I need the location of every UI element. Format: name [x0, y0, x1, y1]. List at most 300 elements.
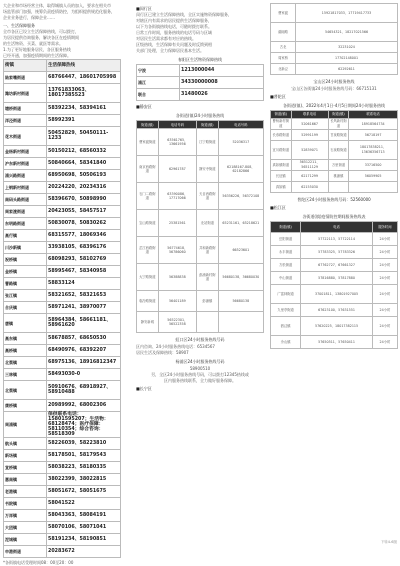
table-cell: 岳阳街道	[271, 233, 301, 246]
table-cell: 56059905	[349, 171, 398, 182]
table-cell: 52036317	[218, 129, 263, 156]
table-cell: 宝山路街道	[137, 210, 159, 237]
table-cell: 湖南路	[271, 23, 296, 42]
putuo-hotline: 普陀区24小时服务热线号码：52560000	[297, 197, 371, 202]
table-cell: 北蔡镇	[4, 381, 47, 400]
table-cell: 街道(镇)	[137, 121, 159, 129]
table-cell: 1213000044	[180, 65, 264, 77]
table-row	[4, 72, 121, 84]
table-cell: 康桥镇	[4, 400, 47, 412]
body-line: 另，全区24小时服务热线号码，可以拨打12345热线或	[151, 372, 249, 377]
table-cell: 万祥镇	[4, 510, 47, 522]
table-cell: 共和新路街道	[197, 237, 219, 264]
body-line: 对辖区内有需求的居民提供生活保障服务，	[136, 18, 212, 23]
table-cell: 曹杨新村街道	[271, 119, 292, 130]
table-cell: 街道(镇)	[197, 121, 219, 129]
table-cell: 静安新城	[137, 312, 159, 333]
table-cell: 62292611	[296, 64, 398, 75]
table-row	[4, 170, 121, 182]
table-row	[4, 333, 121, 345]
table-cell: 陆家嘴街道	[4, 72, 47, 84]
column-right	[270, 3, 398, 349]
yangpu-title: 杨浦区24小时服务热线号码	[175, 359, 225, 364]
table-row	[271, 285, 398, 304]
table-cell: 服务时间	[372, 222, 397, 233]
table-row	[271, 233, 398, 246]
body-line: 区级热线，生活保障有关问题及时反馈到相	[136, 42, 212, 47]
body-line: 的生活物资、买菜、就医等需求。	[3, 41, 63, 46]
body-line: 58900510	[189, 366, 211, 371]
table-cell: 66523601	[218, 237, 263, 264]
table-row	[4, 60, 121, 72]
table-cell: 洋泾街道	[4, 115, 47, 127]
table-cell: 潍坊新村街道	[4, 84, 47, 103]
table-row	[4, 510, 121, 522]
table-cell: 九里亭街道	[271, 304, 301, 317]
intro-line: 大企业和市场经营主体，取得城镇人员的加入，要求在相关市	[3, 3, 111, 8]
table-cell: 32231024	[296, 42, 398, 53]
table-cell: 金杨新村街道	[4, 146, 47, 158]
table-row	[4, 127, 121, 146]
table-cell: 北新泾	[271, 64, 296, 75]
intro-line: 场监管部门加强，统筹负责疫情防控，为组织提供规范化服务，	[3, 9, 115, 14]
table-row	[271, 64, 398, 75]
table-cell: 58992391	[47, 115, 121, 127]
table-cell: 江宁路街道	[197, 129, 219, 156]
table-cell: 57650511、57650411	[301, 336, 373, 349]
table-cell: 24小时	[372, 285, 397, 304]
table-cell	[328, 182, 349, 193]
table-row	[4, 412, 121, 438]
table-cell: 曹家渡街道	[137, 129, 159, 156]
table-cell: 书院镇	[4, 498, 47, 510]
table-row	[4, 115, 121, 127]
table-row	[4, 278, 121, 290]
table-row	[4, 230, 121, 242]
table-cell: 宜川路街道	[271, 141, 292, 160]
table-cell: 18918564734	[349, 119, 398, 130]
table-cell: 50830078、50830262	[47, 218, 121, 230]
body-line: 已经开通，加强疫情期间的生活保障。	[3, 53, 71, 58]
table-cell: 曹家渡	[271, 4, 296, 23]
table-cell: 56718197	[349, 130, 398, 141]
table-cell: 13761833063、18017385523	[47, 84, 121, 103]
table-cell: 50840664、58341840	[47, 158, 121, 170]
table-cell: 新场镇	[4, 450, 47, 462]
table-row	[4, 146, 121, 158]
table-row	[137, 210, 264, 237]
table-cell: 37001811、13801927005	[301, 285, 373, 304]
body-line: 闵行区已建立生活保障热线，全区实施物资保障服务，	[136, 12, 232, 17]
table-cell: 24小时	[372, 336, 397, 349]
table-cell: 南京西路街道	[137, 156, 159, 183]
table-row	[4, 218, 121, 230]
table-cell: 长风新村街道	[328, 119, 349, 130]
table-top	[270, 3, 398, 75]
changning-heading: ■长宁区	[136, 386, 152, 391]
body-text	[3, 29, 121, 58]
table-cell: 56401189	[158, 291, 196, 312]
table-cell: 高桥镇	[4, 345, 47, 357]
table-cell: 58191234、58190851	[47, 534, 121, 546]
table-cell: 合庆镇	[4, 302, 47, 314]
table-cell: 彭浦镇	[197, 291, 219, 312]
table-row	[4, 103, 121, 115]
body-line: 区内咨询、24小时服务热线电话：6534567	[136, 344, 215, 349]
jingan-heading: ■静安区	[136, 104, 152, 109]
table-row	[4, 522, 121, 534]
table-row	[4, 345, 121, 357]
table-cell: 58178501、58179543	[47, 450, 121, 462]
putuo-title: 各街道(镇)、2022年4月1日-4月5日期间24小时服务热线	[282, 103, 385, 108]
table-cell: 真如镇	[271, 182, 292, 193]
table-cell: 街镇	[4, 60, 47, 72]
intro-line: 企业业务进行，保障企业……	[3, 15, 55, 20]
table-cell: 68098293、58102769	[47, 254, 121, 266]
table-cell: 北蔡镇	[4, 357, 47, 369]
body-line: 日常工作时间，服务热线的电话号码与区域	[136, 30, 212, 35]
table-cell: 唐镇	[4, 314, 47, 333]
table-cell: 57816880、57817880	[301, 272, 373, 285]
table-cell: 航头镇	[4, 438, 47, 450]
table-cell: 63561765、13661956	[158, 129, 196, 156]
songjiang-heading: ■松江区	[270, 205, 286, 210]
body-line: 居民生活及保障热线：58907	[136, 350, 189, 355]
table-cell: 方松街道	[271, 259, 301, 272]
table-row	[271, 4, 398, 23]
table-cell: 62961787	[158, 156, 196, 183]
table-row	[271, 160, 398, 171]
table-cell: 高东镇	[4, 333, 47, 345]
table-cell: 电话	[301, 222, 373, 233]
table-cell: 电话号码	[158, 121, 196, 129]
table-row	[137, 183, 264, 210]
table-cell: 永丰街道	[271, 246, 301, 259]
table-cell: 天目西路街道	[197, 183, 219, 210]
table-cell: 20283672	[47, 546, 121, 558]
table-cell: 33938105、68396176	[47, 242, 121, 254]
table-row	[4, 314, 121, 333]
table-cell: 中山街道	[271, 272, 301, 285]
table-cell: 58321652、58321653	[47, 290, 121, 302]
table-row	[271, 23, 398, 42]
table-cell: 56680138	[218, 291, 263, 312]
minhang-heading: ■闵行区	[136, 6, 152, 11]
table-cell: 宣桥镇	[4, 462, 47, 474]
table-row	[4, 357, 121, 369]
table-row	[271, 222, 398, 233]
table-cell: 58070106、58071041	[47, 522, 121, 534]
yangpu-text	[136, 366, 264, 383]
table-row	[4, 84, 121, 103]
body-line: 全市各区已设立生活保障热线，可以拨打，	[3, 29, 79, 34]
table-cell: 56522301、56522358	[158, 312, 196, 333]
table-cell: 50910676、68918927、58910488	[47, 381, 121, 400]
table-row	[271, 42, 398, 53]
table-cell: 31480026	[180, 89, 264, 101]
songjiang-title: 各街道(镇)疫情防控期间服务热线表	[302, 214, 366, 219]
table-cell: 联系电话	[291, 111, 328, 119]
table-cell: 万里街道	[328, 160, 349, 171]
table-row	[4, 302, 121, 314]
table-cell: 上钢新村街道	[4, 182, 47, 194]
table-row	[4, 266, 121, 278]
table-row	[137, 156, 264, 183]
table-row	[271, 171, 398, 182]
table-cell: 58995467、58340958	[47, 266, 121, 278]
table-cell: 58493030-0	[47, 369, 121, 381]
table-row	[271, 130, 398, 141]
table-cell: 花木街道	[4, 127, 47, 146]
table-cell: 20224220、20234316	[47, 182, 121, 194]
table-cell: 58678857、68650530	[47, 333, 121, 345]
table-row	[271, 336, 398, 349]
table1	[136, 64, 264, 101]
table-cell: 57620225、18017382115	[301, 317, 373, 336]
table-cell	[218, 312, 263, 333]
table-note: *各街镇电话受理时间08：00至20：00	[3, 560, 74, 565]
table2-title: 各街道(镇)24小时服务热线	[175, 113, 225, 118]
table-row	[137, 65, 264, 77]
table-cell: 56774618、56786060	[158, 237, 196, 264]
putuo-heading: ■普陀区	[270, 94, 286, 99]
table-cell: 38022399、38022815	[47, 474, 121, 486]
table-cell: 58041522	[47, 498, 121, 510]
table-cell: 大团镇	[4, 522, 47, 534]
table-cell: 24小时	[372, 272, 397, 285]
table-cell: 24小时	[372, 233, 397, 246]
table-cell: 34330000008	[180, 77, 264, 89]
table-row	[4, 462, 121, 474]
table-cell: 彭浦新村街道	[197, 264, 219, 291]
table-cell: 18017838211、13636356713	[349, 141, 398, 160]
table-cell: 街道(镇)	[271, 222, 301, 233]
table-cell: 临汾路街道	[137, 291, 159, 312]
table-cell: 24小时	[372, 304, 397, 317]
table-cell: 长征镇	[271, 171, 292, 182]
table-cell: 52839071	[291, 141, 328, 160]
section-heading: 一、生活保障服务	[3, 23, 35, 28]
table-row	[137, 129, 264, 156]
table-cell: 58396670、50898990	[47, 194, 121, 206]
table-cell: 浦兴路街道	[4, 170, 47, 182]
table-cell: 电话号码	[218, 121, 263, 129]
table-cell: 62188167-808、62182866	[218, 156, 263, 183]
table-cell: 58964384、58661181、58961620	[47, 314, 121, 333]
table-cell: 惠南镇	[4, 474, 47, 486]
table-cell: 67762727、67661327	[301, 259, 373, 272]
table-row	[271, 304, 398, 317]
putuo-table	[270, 110, 398, 193]
table-cell: 曹路镇	[4, 278, 47, 290]
table-cell: 58833124	[47, 278, 121, 290]
table-cell: 58051672、58051675	[47, 486, 121, 498]
table-cell: 57783325、57783326	[301, 246, 373, 259]
table-cell: 川沙新镇	[4, 242, 47, 254]
table-cell: 高行镇	[4, 230, 47, 242]
table-cell: 58226039、58223810	[47, 438, 121, 450]
table-cell: 52061667	[291, 119, 328, 130]
table-row	[137, 121, 264, 129]
table1-title: 春阳区生活物资保障热线	[178, 57, 222, 62]
table-cell: 古北	[271, 42, 296, 53]
table-row	[4, 194, 121, 206]
table-cell: 24小时	[372, 259, 397, 272]
table-row	[4, 438, 121, 450]
table-cell: 56388838	[158, 264, 196, 291]
table-cell: 金桥镇	[4, 266, 47, 278]
table-cell: 15921817033、17719417733	[296, 4, 398, 23]
table-row	[4, 546, 121, 558]
table-cell: 南码头路街道	[4, 194, 47, 206]
table-cell: 东明路街道	[4, 218, 47, 230]
table-row	[271, 141, 398, 160]
table-cell: 65231161、65218621	[218, 210, 263, 237]
table-row	[271, 182, 398, 193]
intro-text	[3, 3, 121, 20]
table-cell: 佘山镇	[271, 336, 301, 349]
body-line: 区内服务热线联系，全力做好服务保障。	[164, 378, 236, 383]
table-cell: 25381561	[158, 210, 196, 237]
table-cell: 桃浦镇	[328, 171, 349, 182]
baoshan-line: 宝山区各街镇24小时服务热线号码：66715131	[291, 86, 377, 91]
table-cell	[349, 182, 398, 193]
table-cell: 保供联系电话：15801595207；生活物：68128474；医疗保障：58110354；综合咨询：58518309	[47, 412, 121, 438]
table-row	[4, 498, 121, 510]
table-row	[4, 474, 121, 486]
table-cell: 58043363、58084191	[47, 510, 121, 522]
table-cell: 68950698、50506193	[47, 170, 121, 182]
page-footer: 下转4-6版	[380, 540, 397, 544]
table-row	[4, 369, 121, 381]
table-cell: 广富林街道	[271, 285, 301, 304]
table-cell: 宁波	[137, 65, 180, 77]
table-row	[137, 237, 264, 264]
table-row	[4, 450, 121, 462]
table-cell: 联系电话	[349, 111, 398, 119]
table-row	[271, 272, 398, 285]
table-cell: 老港镇	[4, 486, 47, 498]
table-cell: 54654321、18217021566	[296, 23, 398, 42]
table-row	[4, 158, 121, 170]
table-row	[4, 206, 121, 218]
table-row	[137, 89, 264, 101]
table-cell: 静安寺街道	[197, 156, 219, 183]
hongkou-title: 虹口区24小时服务热线号码	[175, 337, 225, 342]
table-cell: 50452829、50450111-1233	[47, 127, 121, 146]
table-cell: 街道(镇)	[328, 111, 349, 119]
table-cell: 52991199	[291, 130, 328, 141]
table-cell: 17702148001	[296, 53, 398, 64]
songjiang-table	[270, 221, 398, 349]
pudong-hotline-table	[3, 59, 121, 558]
table-cell: 58392234、58394161	[47, 103, 121, 115]
table-cell: 56356226、56372108	[218, 183, 263, 210]
table-cell: 北站街道	[197, 210, 219, 237]
table-cell	[197, 312, 219, 333]
table-cell: 张江镇	[4, 290, 47, 302]
table-cell: 58038223、58180335	[47, 462, 121, 474]
table-cell: 石门二路街道	[137, 183, 159, 210]
body-line: 1.为了更好地服务居民，各区服务热线	[3, 47, 71, 52]
table-cell: 真如镇街道	[271, 160, 292, 171]
table-row	[271, 53, 398, 64]
table-cell: 33716500	[349, 160, 398, 171]
table-row	[271, 259, 398, 272]
table-cell: 50150212、68560332	[47, 146, 121, 158]
table-cell: 56680138、36680030	[218, 264, 263, 291]
table-cell: 58971241、38970077	[47, 302, 121, 314]
minhang-text	[136, 12, 264, 53]
table-cell: 67623100、57631551	[301, 304, 373, 317]
table-cell: 生活保障热线	[47, 60, 121, 72]
table-row	[271, 317, 398, 336]
table-row	[4, 534, 121, 546]
body-line: 对居民生活需求都有对应的热线。	[136, 36, 196, 41]
table-row	[4, 486, 121, 498]
table-cell: 沪东新村街道	[4, 158, 47, 170]
table-cell: 68975136、18916812347	[47, 357, 121, 369]
table-row	[4, 182, 121, 194]
table-row	[4, 381, 121, 400]
table-cell: 24小时	[372, 246, 397, 259]
jingan-table	[136, 120, 264, 333]
table-cell: 56512211、56511129	[291, 160, 328, 171]
table-cell: 泥城镇	[4, 534, 47, 546]
table-cell: 石泉路街道	[328, 141, 349, 160]
table-cell: 祝桥镇	[4, 254, 47, 266]
table-cell: 68315577、18069346	[47, 230, 121, 242]
table-cell: 塘桥街道	[4, 103, 47, 115]
table-cell: 62171299	[291, 171, 328, 182]
table-cell: 20423055、58457517	[47, 206, 121, 218]
table-row	[271, 119, 398, 130]
table-row	[4, 290, 121, 302]
column-middle	[136, 3, 264, 392]
baoshan-title: 宝山区24小时服务热线	[313, 79, 355, 84]
table-cell: 甘泉路街道	[328, 130, 349, 141]
table-cell: 24小时	[372, 317, 397, 336]
table-row	[137, 77, 264, 89]
table-row	[137, 291, 264, 312]
table-cell: 芷江西路街道	[137, 237, 159, 264]
table-cell: 三林镇	[4, 369, 47, 381]
body-line: 为居民提供咨询服务，解决各区在疫情期间	[3, 35, 79, 40]
table-cell: 申港街道	[4, 546, 47, 558]
table-cell: 街道(镇)	[271, 111, 292, 119]
table-cell: 联合	[137, 89, 180, 101]
table-cell: 周家桥	[271, 53, 296, 64]
table-cell: 周家渡街道	[4, 206, 47, 218]
table-cell: 68766447、18601705998	[47, 72, 121, 84]
table-cell: 大宁路街道	[137, 264, 159, 291]
body-line: 以下为各街镇热线电话，可随时拨打联系。	[136, 24, 212, 29]
table-cell: 周浦镇	[4, 412, 47, 438]
table-cell: 57722113、57722114	[301, 233, 373, 246]
table-cell: 63390086、17717066	[158, 183, 196, 210]
table-row	[4, 254, 121, 266]
body-line: 关部门处理，全力保障居民基本生活。	[136, 48, 204, 53]
table-row	[271, 111, 398, 119]
table-cell: 长寿路街道	[271, 130, 292, 141]
table-row	[271, 246, 398, 259]
table-row	[137, 264, 264, 291]
table-row	[137, 312, 264, 333]
table-cell: 20989992、68002306	[47, 400, 121, 412]
column-left	[3, 3, 121, 566]
table-cell: 62155030	[291, 182, 328, 193]
table-row	[4, 400, 121, 412]
